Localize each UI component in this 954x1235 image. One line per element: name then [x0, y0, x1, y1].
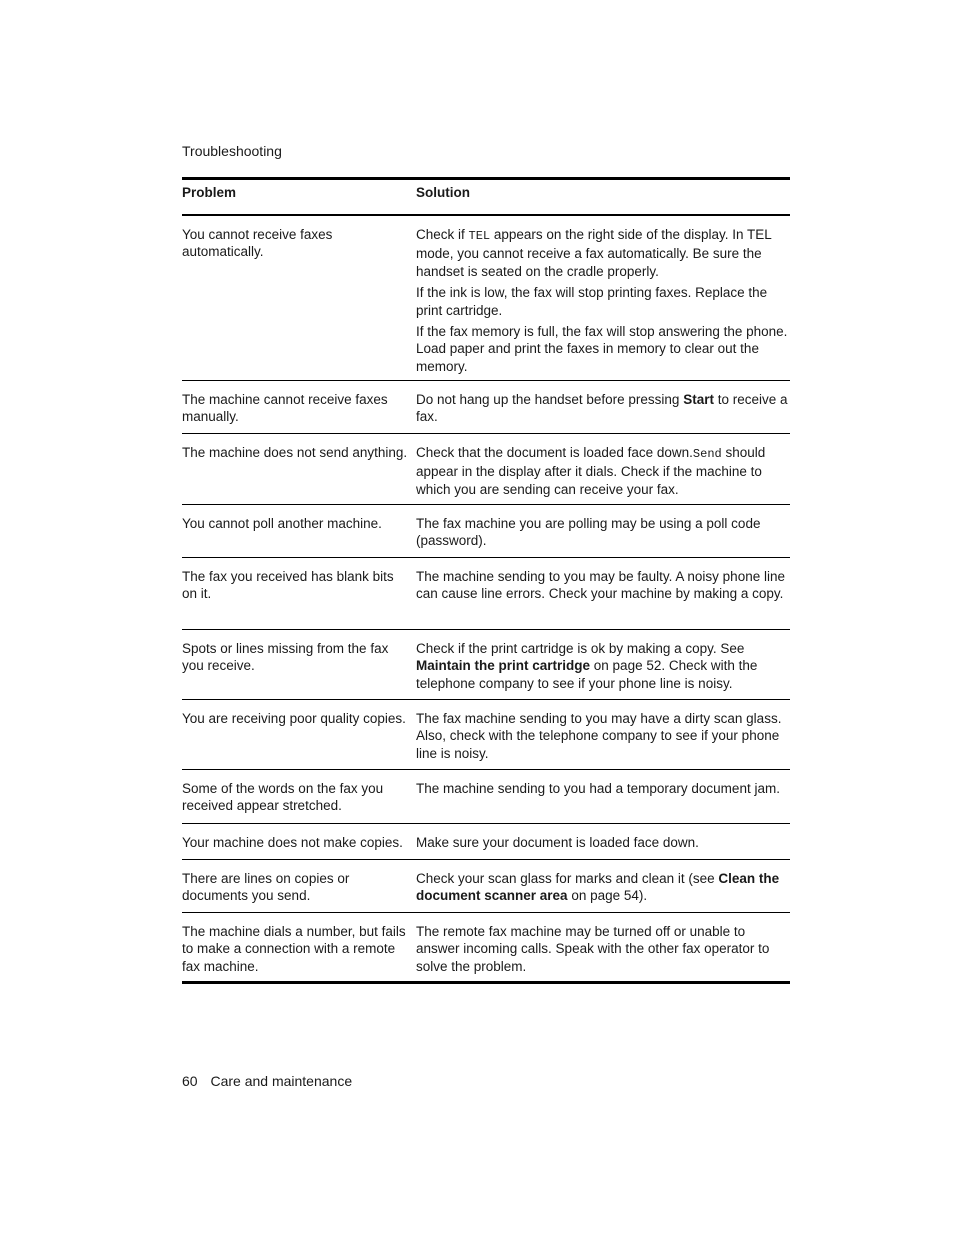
solution-paragraph: Do not hang up the handset before pressing Start to receive a fax.: [416, 392, 788, 425]
solution-cell: [416, 923, 790, 981]
problem-cell: The machine dials a number, but fails to make a connection with a remote fax machine.: [182, 924, 406, 974]
table-row: [182, 770, 790, 823]
page-number: 60: [182, 1073, 198, 1089]
running-head: Troubleshooting: [182, 143, 282, 159]
table-row: [182, 381, 790, 433]
problem-cell: Your machine does not make copies.: [182, 835, 403, 850]
solution-cell: [416, 834, 790, 859]
table-body: [182, 216, 790, 981]
display-text: Send: [692, 447, 722, 461]
table-row: [182, 434, 790, 504]
solution-paragraph: If the ink is low, the fax will stop printing faxes. Replace the print cartridge.: [416, 285, 768, 318]
solution-cell: [416, 710, 790, 769]
solution-cell: [416, 640, 790, 699]
solution-cell: [416, 515, 790, 557]
problem-cell: The fax you received has blank bits on it.: [182, 569, 394, 602]
problem-cell: You cannot poll another machine.: [182, 516, 382, 531]
problem-cell: The machine cannot receive faxes manually.: [182, 392, 388, 425]
display-text: TEL: [468, 229, 491, 243]
table-header-row: [182, 180, 790, 214]
solution-paragraph: Make sure your document is loaded face down.: [416, 835, 699, 850]
solution-cell: [416, 391, 790, 433]
emphasis-text: Maintain the print cartridge: [416, 658, 591, 674]
table-row: [182, 216, 790, 380]
solution-paragraph: Check your scan glass for marks and clean it (see Clean the document scanner area on page 54).: [416, 871, 780, 904]
problem-cell: Some of the words on the fax you received appear stretched.: [182, 781, 384, 814]
problem-cell: You are receiving poor quality copies.: [182, 711, 406, 726]
troubleshooting-table: [182, 177, 790, 984]
table-row: [182, 913, 790, 981]
solution-paragraph: The remote fax machine may be turned off or unable to answer incoming calls. Speak with the other fax operator to solve the problem.: [416, 924, 770, 974]
solution-cell: [416, 568, 790, 629]
table-row: [182, 558, 790, 629]
table-row: [182, 630, 790, 699]
solution-cell: [416, 444, 790, 504]
table-row: [182, 505, 790, 557]
solution-paragraph: The machine sending to you may be faulty. A noisy phone line can cause line errors. Check your machine by making a copy.: [416, 569, 785, 602]
problem-cell: The machine does not send anything.: [182, 445, 408, 460]
table-bottom-rule: [182, 981, 790, 984]
header-problem: Problem: [182, 185, 237, 200]
solution-paragraph: Check if TEL appears on the right side of the display. In TEL mode, you cannot receive a fax automatically. Be sure the handset is seated on the cradle properly.: [416, 227, 772, 279]
solution-paragraph: The fax machine sending to you may have a dirty scan glass. Also, check with the telephone company to see if your phone line is noisy.: [416, 711, 782, 761]
table-row: [182, 860, 790, 912]
table-row: [182, 700, 790, 769]
solution-paragraph: Check if the print cartridge is ok by making a copy. See Maintain the print cartridge on page 52. Check with the telephone company to see if your phone line is noisy.: [416, 641, 758, 691]
footer-section: Care and maintenance: [210, 1073, 353, 1089]
solution-paragraph: The fax machine you are polling may be using a poll code (password).: [416, 516, 761, 549]
solution-paragraph: The machine sending to you had a temporary document jam.: [416, 781, 780, 796]
problem-cell: Spots or lines missing from the fax you receive.: [182, 641, 389, 674]
solution-cell: [416, 226, 790, 380]
emphasis-text: Start: [683, 392, 714, 407]
page-footer: [182, 1073, 352, 1090]
solution-paragraph: Check that the document is loaded face down.Send should appear in the display after it dials. Check if the machine to which you are sending can receive your fax.: [416, 445, 766, 497]
solution-cell: [416, 780, 790, 823]
emphasis-text: Clean the document scanner area: [416, 871, 780, 904]
solution-cell: [416, 870, 790, 912]
problem-cell: You cannot receive faxes automatically.: [182, 227, 333, 260]
problem-cell: There are lines on copies or documents you send.: [182, 871, 350, 904]
header-solution: Solution: [416, 185, 470, 200]
solution-paragraph: If the fax memory is full, the fax will stop answering the phone. Load paper and print the faxes in memory to clear out the memory.: [416, 324, 788, 374]
table-row: [182, 824, 790, 859]
